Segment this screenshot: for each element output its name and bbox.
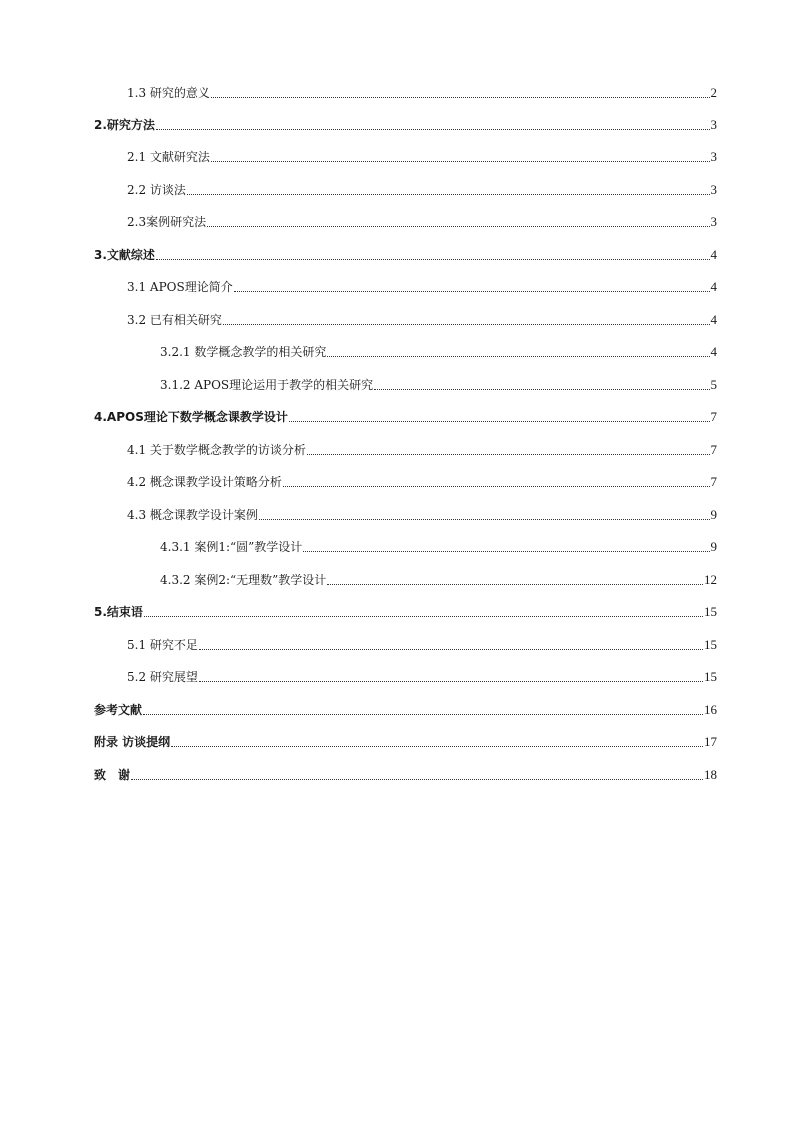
- toc-entry[interactable]: [94, 730, 717, 750]
- toc-entry[interactable]: [160, 340, 717, 360]
- toc-leader-dots: [156, 258, 710, 260]
- toc-entry-title: 致 谢: [94, 768, 131, 782]
- toc-leader-dots: [283, 485, 710, 487]
- toc-leader-dots: [131, 778, 703, 780]
- toc-entry[interactable]: [127, 275, 717, 295]
- toc-entry-page: 4: [710, 312, 717, 327]
- toc-entry-page: 15: [704, 604, 717, 619]
- toc-leader-dots: [187, 193, 710, 195]
- toc-leader-dots: [327, 583, 703, 585]
- toc-entry-title: 2.1 文献研究法: [127, 150, 210, 164]
- toc-entry-page: 2: [710, 85, 717, 100]
- toc-entry[interactable]: [127, 633, 717, 653]
- toc-entry[interactable]: [160, 568, 717, 588]
- toc-entry-page: 3: [710, 117, 717, 132]
- toc-entry[interactable]: [127, 145, 717, 165]
- toc-entry-title: 1.3 研究的意义: [127, 86, 210, 100]
- toc-leader-dots: [289, 420, 710, 422]
- toc-entry-page: 4: [710, 247, 717, 262]
- toc-entry[interactable]: [160, 535, 717, 555]
- toc-leader-dots: [307, 453, 710, 455]
- toc-entry-page: 18: [704, 767, 717, 782]
- toc-leader-dots: [144, 615, 703, 617]
- toc-leader-dots: [171, 745, 703, 747]
- toc-entry-page: 3: [710, 182, 717, 197]
- toc-entry-page: 15: [704, 637, 717, 652]
- toc-leader-dots: [156, 128, 710, 130]
- toc-entry[interactable]: [127, 438, 717, 458]
- toc-entry-title: 2.研究方法: [94, 118, 155, 132]
- toc-entry[interactable]: [160, 373, 717, 393]
- toc-entry-page: 9: [710, 507, 717, 522]
- toc-entry-title: 3.1.2 APOS理论运用于教学的相关研究: [160, 378, 374, 392]
- toc-entry-title: 4.1 关于数学概念教学的访谈分析: [127, 443, 306, 457]
- toc-entry[interactable]: [94, 243, 717, 263]
- toc-entry[interactable]: [94, 113, 717, 133]
- toc-entry-page: 7: [710, 474, 717, 489]
- toc-entry-page: 5: [710, 377, 717, 392]
- toc-entry[interactable]: [94, 405, 717, 425]
- toc-leader-dots: [211, 160, 710, 162]
- toc-leader-dots: [199, 648, 703, 650]
- toc-entry-title: 参考文献: [94, 703, 143, 717]
- toc-entry[interactable]: [127, 210, 717, 230]
- toc-leader-dots: [234, 290, 710, 292]
- toc-entry-title: 3.文献综述: [94, 248, 155, 262]
- toc-entry-title: 3.2.1 数学概念教学的相关研究: [160, 345, 327, 359]
- toc-entry[interactable]: [127, 470, 717, 490]
- toc-entry-title: 附录 访谈提纲: [94, 735, 171, 749]
- toc-entry[interactable]: [127, 665, 717, 685]
- toc-leader-dots: [143, 713, 703, 715]
- toc-entry-title: 4.2 概念课教学设计策略分析: [127, 475, 282, 489]
- toc-leader-dots: [207, 225, 709, 227]
- toc-entry-page: 17: [704, 734, 717, 749]
- toc-entry-title: 5.1 研究不足: [127, 638, 198, 652]
- toc-entry-title: 3.1 APOS理论简介: [127, 280, 233, 294]
- toc-entry[interactable]: [127, 81, 717, 101]
- toc-entry-page: 3: [710, 214, 717, 229]
- toc-entry-page: 4: [710, 279, 717, 294]
- toc-leader-dots: [374, 388, 709, 390]
- toc-leader-dots: [303, 550, 709, 552]
- toc-entry-title: 4.3.1 案例1:“圆”教学设计: [160, 540, 303, 554]
- toc-entry[interactable]: [127, 178, 717, 198]
- toc-entry-title: 4.3 概念课教学设计案例: [127, 508, 258, 522]
- toc-entry[interactable]: [94, 763, 717, 783]
- toc-entry-page: 3: [710, 149, 717, 164]
- toc-entry-title: 5.结束语: [94, 605, 143, 619]
- toc-entry-page: 7: [710, 442, 717, 457]
- toc-entry-title: 2.3案例研究法: [127, 215, 207, 229]
- toc-leader-dots: [211, 96, 710, 98]
- toc-entry-page: 16: [704, 702, 717, 717]
- toc-leader-dots: [259, 518, 710, 520]
- toc-entry-page: 4: [710, 344, 717, 359]
- toc-entry-page: 12: [704, 572, 717, 587]
- toc-entry-page: 7: [710, 409, 717, 424]
- toc-entry[interactable]: [127, 308, 717, 328]
- toc-entry-title: 3.2 已有相关研究: [127, 313, 222, 327]
- toc-entry[interactable]: [94, 600, 717, 620]
- toc-leader-dots: [199, 680, 703, 682]
- toc-entry[interactable]: [94, 698, 717, 718]
- toc-entry-title: 5.2 研究展望: [127, 670, 198, 684]
- toc-entry-title: 4.3.2 案例2:“无理数”教学设计: [160, 573, 327, 587]
- toc-entry-title: 4.APOS理论下数学概念课教学设计: [94, 410, 288, 424]
- toc-leader-dots: [223, 323, 710, 325]
- toc-leader-dots: [327, 355, 709, 357]
- toc-entry-page: 9: [710, 539, 717, 554]
- toc-entry-title: 2.2 访谈法: [127, 183, 186, 197]
- toc-entry[interactable]: [127, 503, 717, 523]
- toc-entry-page: 15: [704, 669, 717, 684]
